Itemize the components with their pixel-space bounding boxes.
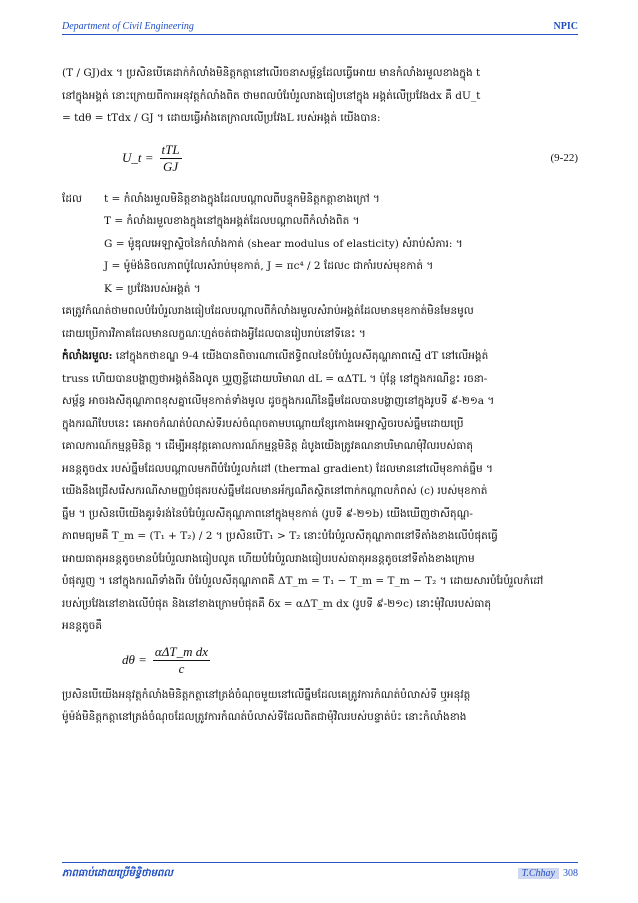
definition-key: ដែល — [62, 192, 82, 205]
text-line: ភាពមធ្យមគឺ T_m = (T₁ + T₂) / 2 ។ ប្រសិនបើT₁ > T₂ នោះបំរែបំរួលសីតុណ្ហភាពនៅទីតាំងខាងលើបំផុតធ្វើ — [62, 530, 498, 542]
paragraph-4 — [62, 684, 578, 729]
definition-item — [62, 255, 578, 278]
text-line: ប្រសិនបើយើងអនុវត្តកំលាំងមិនិត្តកត្តានៅត្រង់ចំណុចមួយនៅលើធ្នឹមដែលគេត្រូវការកំណត់បំលាស់ទី ឬអនុវត្ត — [62, 688, 471, 701]
page-content — [62, 62, 578, 843]
equation-lhs: dθ = — [122, 652, 147, 668]
text-line: គោលការណ៍កម្មន្តមិនិត្ត ។ ដើម្បីអនុវត្តគោលការណ៍កម្មន្តមិនិត្ត ដំបូងយើងត្រូវគណនាបរិមាណមុំវិលរបស់ធាតុ — [62, 440, 474, 452]
definition-key — [62, 255, 104, 278]
text-line: នៅក្នុងកថាខណ្ឌ 9-4 យើងបានពិចារណាលើឥទ្ធិពលនៃបំរែបំរួលសីតុណ្ហភាពស្មើ dT នៅលើអង្គត់ — [112, 350, 489, 362]
definition-text: G = ម៉ូឌុលអេឡាស្ទិចនៃកំលាំងកាត់ (shear modulus of elasticity) សំរាប់សំភារ: ។ — [104, 237, 463, 250]
author-name: T.Chhay — [518, 868, 559, 879]
text-line: truss ហើយបានបង្ហាញថាអង្គត់នឹងលូត ឬរួញខ្លីដោយបរិមាណ dL = αΔTL ។ ប៉ុន្តែ នៅក្នុងករណីខ្លះ រចនា- — [62, 372, 488, 385]
definition-text: J = ម៉ូម៉ង់និចលភាពប៉ូលែរសំរាប់មុខកាត់, J = πc⁴ / 2 ដែលc ជាកាំរបស់មុខកាត់ ។ — [104, 260, 434, 272]
definition-item — [62, 233, 578, 256]
definition-text: K = ប្រវែងរបស់អង្គត់ ។ — [104, 282, 201, 295]
chapter-title: ភាពធាប់ដោយប្រើមិទ្ធិថាមពល — [62, 867, 173, 879]
text-line: គេត្រូវកំណត់ថាមពលបំរែបំរួលរាងធៀបដែលបណ្តាលពីកំលាំងរមួលសំរាប់អង្គត់ដែលមានមុខកាត់មិនមែនមូល — [62, 305, 474, 317]
page-number: 308 — [563, 867, 578, 879]
equation-dtheta — [122, 638, 578, 684]
text-line: សម្ព័ន្ធ អាចរងសីតុណ្ហភាពខុសគ្នាលើមុខកាត់ទាំងមូល ដូចក្នុងករណីនៃធ្នឹមដែលបានបង្ហាញនៅក្នុងរូបទី ៩-២១a ។ — [62, 395, 495, 407]
text-line: ក្នុងករណីបែបនេះ គេអាចកំណត់បំលាស់ទីរបស់ចំណុចតាមបណ្តោយខ្សែកោងអេឡាស្ទិចរបស់ធ្នឹមដោយប្រើ — [62, 417, 464, 430]
equation-fraction — [153, 644, 210, 677]
page-header — [62, 14, 578, 35]
equation-9-22 — [62, 136, 578, 182]
equation-lhs: U_t = — [122, 150, 154, 166]
text-line: ធ្នឹម ។ ប្រសិនបើយើងគូរទំរង់នៃបំរែបំរួលសីតុណ្ហភាពនៅក្នុងមុខកាត់ (រូបទី ៩-២១b) យើងឃើញថាសីតុណ្ហ- — [62, 507, 473, 520]
page-footer — [62, 862, 578, 883]
paragraph-3 — [62, 345, 578, 638]
equation-number: (9-22) — [550, 152, 578, 165]
fraction-denominator: c — [178, 661, 185, 676]
text-line: ដោយប្រើការវិភាគដែលមានលក្ខណៈហ្មត់ចត់ជាងអ្វីដែលបានរៀបរាប់នៅទីនេះ ។ — [62, 327, 366, 340]
fraction-numerator: αΔT_m dx — [154, 644, 209, 659]
fraction-denominator: GJ — [162, 159, 179, 174]
definition-key — [62, 278, 104, 301]
text-line: អោយធាតុអនន្តតូចមានបំរែបំរួលរាងធៀបលូត ហើយបំរែបំរួលរាងធៀបរបស់ធាតុអនន្តតូចនៅទីតាំងខាងក្រោម — [62, 552, 475, 565]
text-line: របស់ប្រវែងនៅខាងលើបំផុត និងនៅខាងក្រោមបំផុតគឺ δx = αΔT_m dx (រូបទី ៩-២១c) នោះមុំវិលរបស់ធាតុ — [62, 597, 492, 610]
paragraph-1 — [62, 62, 578, 130]
text-line: = tdθ = tTdx / GJ ។ ដោយធ្វើអាំងតេក្រាលលើប្រវែងL របស់អង្គត់ យើងបាន: — [62, 112, 381, 124]
definition-item — [62, 278, 578, 301]
department-name: Department of Civil Engineering — [62, 21, 194, 32]
text-line: ម៉ូម៉ង់មិនិត្តកត្តានៅត្រង់ចំណុចដែលត្រូវការកំណត់បំលាស់ទីដែលពិតជាមុំវិលរបស់បន្ទាត់ប៉ះ នោះកំលាំងខាង — [62, 711, 467, 723]
text-line: បំផុតរួញ ។ នៅក្នុងករណីទាំងពីរ បំរែបំរួលសីតុណ្ហភាពគឺ ΔT_m = T₁ − T_m = T_m − T₂ ។ ដោយសារបំរែបំរួលកំដៅ — [62, 575, 544, 587]
text-line: យើងនឹងជ្រើសរើសករណីសាមញ្ញបំផុតរបស់ធ្នឹមដែលមានអ័ក្សណឺតស្ថិតនៅពាក់កណ្តាលកំពស់ (c) របស់មុខកាត់ — [62, 485, 488, 497]
text-line: នៅក្នុងអង្គត់ នោះក្រោយពីការអនុវត្តកំលាំងពិត ថាមពលបំរែបំរួលរាងធៀបនៅក្នុង អង្គត់លើប្រវែងdx គឺ dU_t — [62, 89, 481, 102]
definition-text: t = កំលាំងរមួលមិនិត្តខាងក្នុងដែលបណ្តាលពីបន្ទុកមិនិត្តកត្តាខាងក្រៅ ។ — [104, 192, 380, 205]
definition-text: T = កំលាំងរមួលខាងក្នុងនៅក្នុងអង្គត់ដែលបណ្តាលពីកំលាំងពិត ។ — [104, 215, 360, 227]
paragraph-2 — [62, 300, 578, 345]
definition-item — [62, 210, 578, 233]
equation-fraction — [160, 142, 182, 175]
fraction-numerator: tTL — [161, 142, 180, 157]
text-line: អនន្តតូចdx របស់ធ្នឹមដែលបណ្តាលមកពីបំរែបំរួលកំដៅ (thermal gradient) ដែលមាននៅលើមុខកាត់ធ្នឹម ។ — [62, 462, 493, 475]
text-line: (T / GJ)dx ។ ប្រសិនបើគេដាក់កំលាំងមិនិត្តកត្តានៅលើរចនាសម្ព័ន្ធដែលធ្វើអោយ មានកំលាំងរមួលខាងក្នុង t — [62, 67, 481, 79]
definition-item — [62, 188, 578, 211]
institute-name: NPIC — [553, 21, 578, 32]
definition-key — [62, 233, 104, 256]
text-line: អនន្តតូចគឺ — [62, 620, 102, 632]
definition-key — [62, 210, 104, 233]
definitions-list — [62, 188, 578, 301]
section-label: កំលាំងរមួល: — [62, 350, 113, 362]
